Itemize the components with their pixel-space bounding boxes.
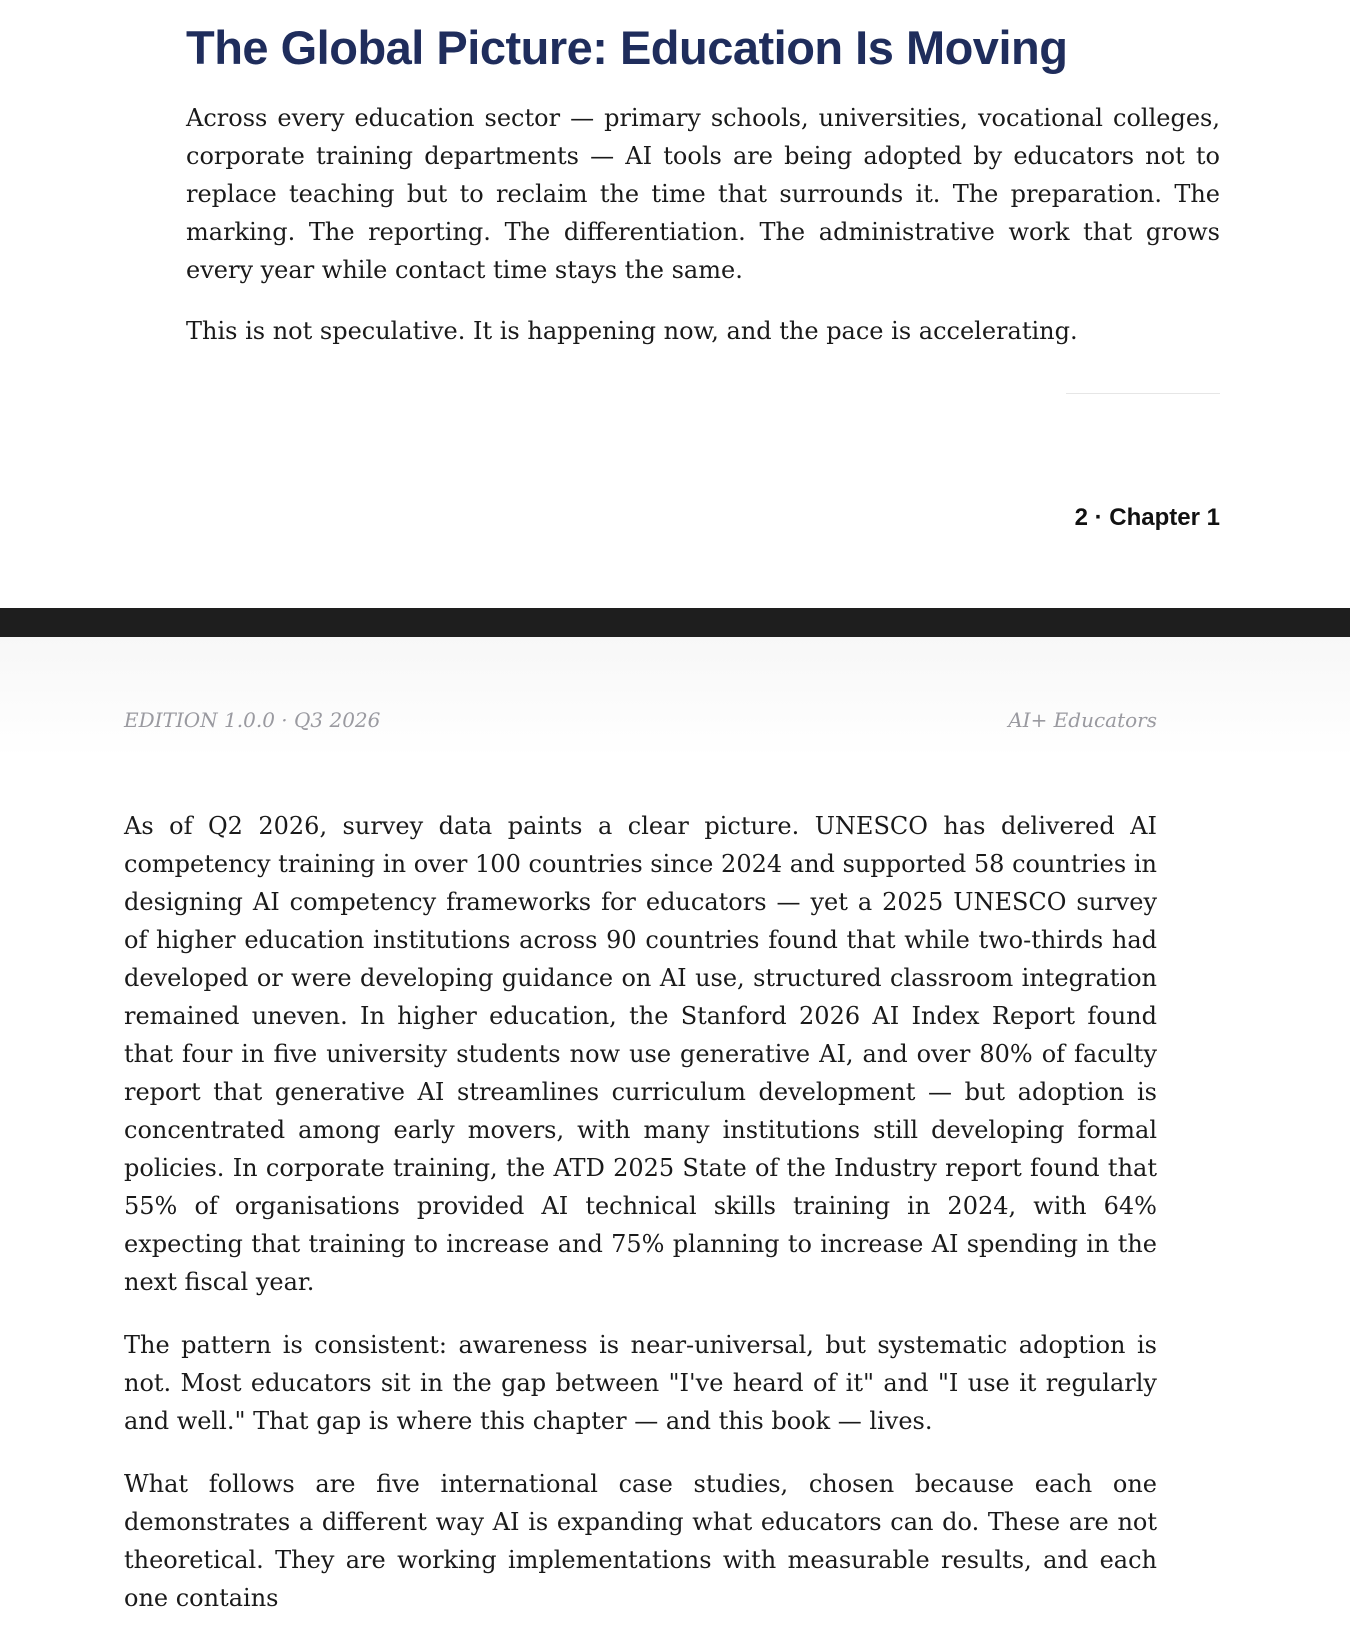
body-text-block — [124, 807, 1157, 1642]
body-paragraph: This is not speculative. It is happening now, and the pace is accelerating. — [186, 317, 1078, 345]
top-page — [0, 0, 1350, 608]
section-title: The Global Picture: Education Is Moving — [186, 21, 1068, 74]
bottom-page — [0, 637, 1350, 1612]
running-head-book-title: AI+ Educators — [1008, 708, 1157, 732]
running-head-edition: EDITION 1.0.0 · Q3 2026 — [124, 708, 381, 732]
page-footer: 2 · Chapter 1 — [1074, 504, 1220, 531]
body-paragraph: Across every education sector — primary schools, universities, vocational colleges, corporate training departments — AI tools are being adopted by educators not to replace teaching but to reclaim the time that surrounds it. The preparation. The marking. The reporting. The differentiation. The administrative work that grows every year while contact time stays the same. — [186, 104, 1220, 284]
body-paragraph: What follows are five international case studies, chosen because each one demonstrates a different way AI is expanding what educators can do. These are not theoretical. They are working implementations with measurable results, and each one contains — [124, 1470, 1157, 1612]
body-paragraph: As of Q2 2026, survey data paints a clear picture. UNESCO has delivered AI competency training in over 100 countries since 2024 and supported 58 countries in designing AI competency frameworks for educators — yet a 2025 UNESCO survey of higher education institutions across 90 countries found that while two-thirds had developed or were developing guidance on AI use, structured classroom integration remained uneven. In higher education, the Stanford 2026 AI Index Report found that four in five university students now use generative AI, and over 80% of faculty report that generative AI streamlines curriculum development — but adoption is concentrated among early movers, with many institutions still developing formal policies. In corporate training, the ATD 2025 State of the Industry report found that 55% of organisations provided AI technical skills training in 2024, with 64% expecting that training to increase and 75% planning to increase AI spending in the next fiscal year. — [124, 812, 1157, 1296]
divider — [1066, 393, 1220, 394]
body-paragraph: The pattern is consistent: awareness is near-universal, but systematic adoption is not. Most educators sit in the gap between "I've heard of it" and "I use it regularly and well." That gap is where this chapter — and this book — lives. — [124, 1331, 1157, 1435]
page-separator — [0, 608, 1350, 637]
